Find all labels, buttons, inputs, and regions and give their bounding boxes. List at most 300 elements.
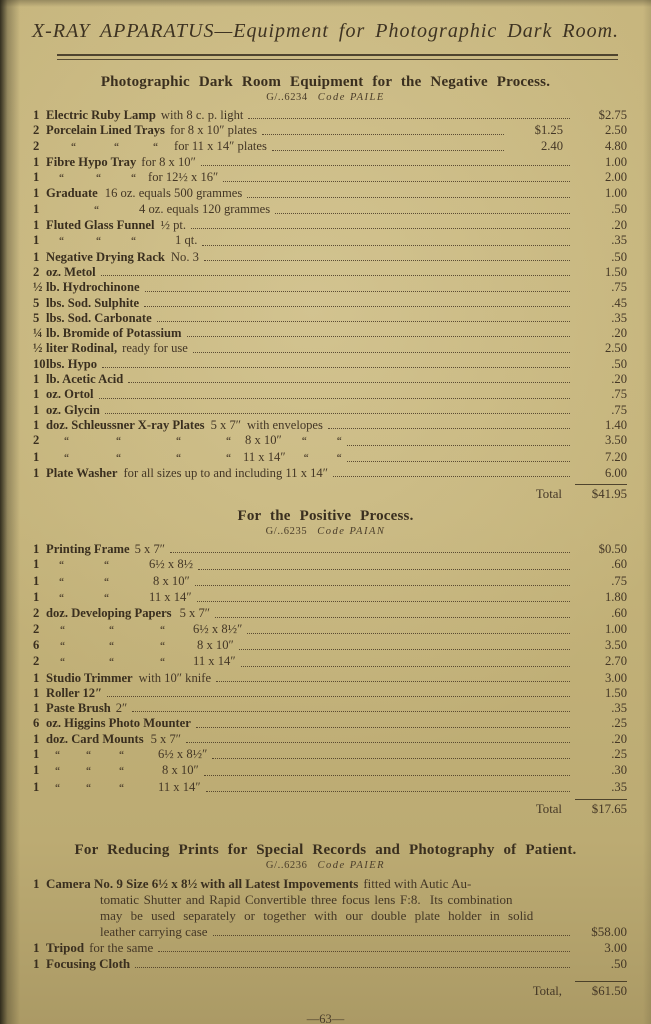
item-qty: 1 (33, 763, 40, 778)
section-code (0, 92, 651, 104)
item-row (0, 250, 651, 265)
item-qty: 1 (33, 417, 40, 432)
item-row (0, 155, 651, 170)
item-row (0, 606, 651, 621)
ditto-mark: “ (176, 436, 181, 448)
dot-leader (145, 291, 570, 292)
total-value: $61.50 (575, 981, 627, 999)
dot-leader (193, 352, 570, 353)
item-row (0, 622, 651, 638)
item-text: 2″ (115, 701, 128, 716)
item-text: 11 x 14″ (158, 779, 201, 794)
item-text: oz. Higgins Photo Mounter (46, 716, 191, 731)
dot-leader (275, 213, 570, 214)
item-price: .60 (611, 557, 627, 572)
item-text: oz. Metol (46, 264, 96, 279)
item-qty: 1 (33, 542, 40, 557)
ditto-mark: “ (226, 436, 231, 448)
ditto-mark: “ (55, 782, 60, 794)
ditto-mark: “ (59, 236, 64, 248)
item-text: Fibre Hypo Tray (46, 154, 137, 169)
item-qty: 6 (33, 716, 40, 731)
item-row (0, 418, 651, 433)
item-row (0, 701, 651, 716)
section-heading: For the Positive Process. (237, 508, 414, 525)
ditto-mark: “ (119, 749, 124, 761)
dot-leader (328, 428, 570, 429)
section-code (0, 860, 651, 872)
ditto-mark: “ (59, 593, 64, 605)
item-text: 8 x 10″ (197, 637, 234, 652)
item-text: lbs. Sod. Sulphite (46, 295, 140, 310)
dot-leader (198, 569, 570, 570)
item-text: 6½ x 8½″ (193, 621, 243, 636)
item-row (0, 265, 651, 280)
item-qty: 1 (33, 731, 40, 746)
item-row (0, 940, 651, 956)
paper-edge-right (643, 0, 651, 1024)
item-qty: 1 (33, 372, 40, 387)
sections-container (0, 73, 651, 1001)
item-qty: 1 (33, 249, 40, 264)
item-qty: 1 (33, 402, 40, 417)
item-text: oz. Glycin (46, 402, 100, 417)
item-text: 8 x 10″ (245, 433, 282, 448)
item-row (0, 686, 651, 701)
dot-leader (347, 445, 570, 446)
item-text: 5 x 7″ (150, 731, 182, 746)
item-row (0, 202, 651, 218)
item-text: 11 x 14″ (193, 654, 236, 669)
item-qty: ½ (33, 280, 43, 295)
paper-edge-top (0, 0, 651, 7)
ditto-mark: “ (226, 452, 231, 464)
item-row (0, 372, 651, 387)
item-price: .50 (610, 956, 627, 972)
item-row (0, 876, 651, 892)
item-price: 3.50 (604, 433, 627, 448)
ditto-mark: “ (116, 436, 121, 448)
dot-leader (216, 681, 570, 682)
item-text: 5 x 7″ (134, 542, 166, 557)
item-text: Fluted Glass Funnel (46, 218, 155, 233)
unit-price: $1.25 (534, 123, 563, 138)
ditto-mark: “ (64, 452, 69, 464)
dot-leader (107, 696, 570, 697)
item-row (0, 170, 651, 186)
item-price: 4.80 (604, 138, 627, 153)
item-text: Roller 12″ (46, 685, 103, 700)
ditto-mark: “ (71, 141, 76, 153)
item-text: doz. Developing Papers (46, 606, 172, 621)
item-qty: 2 (33, 606, 40, 621)
item-text: Plate Washer (46, 465, 118, 480)
item-price: 1.80 (604, 590, 627, 605)
item-price: 3.50 (604, 637, 627, 652)
item-row (0, 671, 651, 686)
item-qty: 1 (33, 218, 40, 233)
item-text: 8 x 10″ (162, 763, 199, 778)
item-text: 5 x 7″ (179, 606, 211, 621)
total-row (0, 799, 651, 819)
item-row (0, 924, 651, 940)
ditto-mark: “ (104, 576, 109, 588)
section (0, 73, 651, 504)
item-price: 1.50 (604, 264, 627, 279)
item-text: fitted with Autic Au- (363, 875, 472, 891)
item-row (0, 296, 651, 311)
item-row (0, 732, 651, 747)
item-row (0, 357, 651, 372)
dot-leader (101, 275, 570, 276)
item-text: tomatic Shutter and Rapid Convertible three focus lens F:8. Its combination (100, 891, 513, 907)
item-price: .45 (611, 295, 627, 310)
item-qty: 1 (33, 590, 40, 605)
item-text: 6½ x 8½ (149, 557, 194, 572)
item-qty: 2 (33, 433, 40, 448)
ditto-mark: “ (55, 766, 60, 778)
item-text: doz. Card Mounts (46, 731, 144, 746)
item-row (0, 218, 651, 233)
telegraph-code: Code PAILE (317, 92, 385, 103)
item-row (0, 654, 651, 670)
item-text: lbs. Hypo (46, 356, 98, 371)
ditto-mark: “ (55, 749, 60, 761)
dot-leader (262, 134, 504, 135)
ditto-mark: “ (176, 452, 181, 464)
dot-leader (157, 321, 570, 322)
item-price: .20 (611, 326, 627, 341)
total-label: Total (535, 801, 562, 816)
section-heading: Photographic Dark Room Equipment for the Negative Process. (100, 74, 551, 90)
item-price: 2.50 (604, 341, 627, 356)
item-qty: 1 (33, 387, 40, 402)
ditto-mark: “ (60, 624, 65, 636)
dot-leader (132, 711, 570, 712)
item-row (0, 638, 651, 654)
item-price: 3.00 (604, 670, 627, 685)
item-price: .20 (611, 372, 627, 387)
item-price: 1.50 (604, 685, 627, 700)
item-qty: 1 (33, 201, 40, 216)
item-text: 11 x 14″ (243, 449, 286, 464)
item-price: .50 (611, 356, 627, 371)
item-row (0, 747, 651, 763)
section-code (0, 526, 651, 538)
item-row (0, 956, 651, 972)
item-price: $2.75 (598, 108, 627, 122)
item-qty: 1 (33, 746, 40, 761)
item-qty: 1 (33, 956, 40, 972)
item-qty: 2 (33, 654, 40, 669)
item-qty: 2 (33, 138, 40, 153)
item-text: for all sizes up to and including 11 x 14″ (123, 465, 328, 480)
item-qty: 1 (33, 685, 40, 700)
item-text: lb. Hydrochinone (46, 280, 140, 295)
dot-leader (239, 649, 570, 650)
item-qty: 1 (33, 701, 40, 716)
total-row (0, 484, 651, 504)
dot-leader (248, 118, 570, 119)
total-value: $41.95 (575, 484, 627, 502)
ditto-mark: “ (59, 576, 64, 588)
item-price: .35 (611, 701, 627, 716)
dot-leader (105, 413, 570, 414)
total-value: $17.65 (575, 799, 627, 817)
item-qty: ¼ (33, 326, 43, 341)
dot-leader (102, 367, 570, 368)
item-price: .75 (611, 402, 627, 417)
item-qty: 1 (33, 670, 40, 685)
item-text: 16 oz. equals 500 grammes (104, 186, 243, 201)
ditto-mark: “ (301, 436, 307, 448)
item-qty: 1 (33, 940, 40, 956)
ditto-mark: “ (96, 236, 101, 248)
dot-leader (128, 382, 570, 383)
catalog-number: G/..6235 (265, 526, 308, 538)
dot-leader (206, 791, 570, 792)
ditto-mark: “ (336, 452, 342, 464)
item-row (0, 716, 651, 731)
item-row (0, 403, 651, 418)
total-row (0, 981, 651, 1001)
item-price: .50 (611, 201, 627, 216)
item-qty: 1 (33, 573, 40, 588)
item-row (0, 387, 651, 402)
ditto-mark: “ (94, 204, 99, 216)
item-price: .50 (611, 249, 627, 264)
item-text: for 11 x 14″ plates (174, 138, 267, 153)
dot-leader (144, 306, 570, 307)
section (0, 841, 651, 1002)
ditto-mark: “ (86, 749, 91, 761)
item-price: .25 (611, 746, 627, 761)
item-text: leather carrying case (100, 924, 208, 940)
item-row (0, 908, 651, 924)
item-row (0, 108, 651, 123)
telegraph-code: Code PAIER (317, 859, 386, 871)
item-qty: 6 (33, 637, 40, 652)
item-price: 1.00 (604, 154, 627, 169)
ditto-mark: “ (59, 560, 64, 572)
item-text: Printing Frame (46, 542, 130, 557)
item-text: 5 x 7″ (210, 417, 242, 432)
ditto-mark: “ (336, 436, 342, 448)
item-row (0, 590, 651, 606)
item-qty: 10 (33, 356, 46, 371)
ditto-mark: “ (114, 141, 119, 153)
item-text: Camera No. 9 Size 6½ x 8½ with all Latest Impovements (46, 875, 359, 891)
ditto-mark: “ (160, 657, 165, 669)
item-text: for 8 x 10″ (141, 154, 196, 169)
item-text: with 8 c. p. light (160, 108, 244, 122)
item-price: 1.00 (604, 186, 627, 201)
item-text: may be used separately or together with our double plate holder in solid (100, 908, 534, 924)
item-text: lb. Bromide of Potassium (46, 326, 182, 341)
ditto-mark: “ (104, 593, 109, 605)
item-row (0, 574, 651, 590)
item-qty: 1 (33, 779, 40, 794)
dot-leader (202, 245, 570, 246)
item-row (0, 557, 651, 573)
item-row (0, 139, 651, 155)
item-text: Electric Ruby Lamp (46, 108, 156, 122)
item-row (0, 186, 651, 201)
dot-leader (247, 197, 570, 198)
ditto-mark: “ (160, 624, 165, 636)
item-qty: 1 (33, 557, 40, 572)
item-text: Negative Drying Rack (46, 249, 165, 264)
item-row (0, 542, 651, 557)
item-qty: 1 (33, 108, 40, 122)
item-text: ready for use (122, 341, 188, 356)
ditto-mark: “ (60, 657, 65, 669)
item-text: Graduate (46, 186, 98, 201)
unit-price: 2.40 (540, 138, 563, 153)
ditto-mark: “ (86, 766, 91, 778)
item-price: .20 (611, 731, 627, 746)
item-text: oz. Ortol (46, 387, 94, 402)
ditto-mark: “ (86, 782, 91, 794)
item-price: 1.40 (604, 417, 627, 432)
section (0, 507, 651, 819)
item-row (0, 433, 651, 449)
item-text: Studio Trimmer (46, 670, 133, 685)
item-qty: 1 (33, 154, 40, 169)
item-price: .35 (611, 233, 627, 248)
item-text: ½ pt. (160, 218, 187, 233)
item-price: 2.70 (604, 654, 627, 669)
dot-leader (347, 461, 570, 462)
dot-leader (186, 742, 570, 743)
ditto-mark: “ (153, 141, 158, 153)
item-price: .35 (611, 310, 627, 325)
item-row (0, 326, 651, 341)
ditto-mark: “ (59, 173, 64, 185)
item-text: 11 x 14″ (149, 590, 192, 605)
item-text: lb. Acetic Acid (46, 372, 124, 387)
item-row (0, 450, 651, 466)
dot-leader (201, 165, 570, 166)
item-text: Tripod (46, 940, 85, 956)
ditto-mark: “ (160, 640, 165, 652)
item-row (0, 123, 651, 138)
dot-leader (187, 336, 570, 337)
item-price: .20 (611, 218, 627, 233)
ditto-mark: “ (131, 236, 136, 248)
catalog-number: G/..6234 (266, 92, 308, 103)
item-qty: 1 (33, 233, 40, 248)
dot-leader (196, 727, 570, 728)
item-qty: 1 (33, 186, 40, 201)
item-price: $0.50 (598, 542, 627, 557)
item-text: 4 oz. equals 120 grammes (139, 201, 271, 216)
item-text: for 12½ x 16″ (148, 170, 219, 185)
item-price: .75 (611, 387, 627, 402)
dot-leader (213, 935, 570, 936)
item-row (0, 311, 651, 326)
dot-leader (204, 775, 570, 776)
dot-leader (170, 552, 570, 553)
item-price: 6.00 (604, 465, 627, 480)
page-number: —63— (306, 1012, 345, 1024)
item-text: Focusing Cloth (46, 956, 131, 972)
item-text: for the same (89, 940, 154, 956)
item-qty: 5 (33, 310, 40, 325)
ditto-mark: “ (64, 436, 69, 448)
item-qty: 1 (33, 449, 40, 464)
item-price: .60 (611, 606, 627, 621)
dot-leader (212, 758, 570, 759)
ditto-mark: “ (303, 452, 309, 464)
item-text: Paste Brush (46, 701, 111, 716)
item-price: 1.00 (604, 621, 627, 636)
ditto-mark: “ (116, 452, 121, 464)
dot-leader (135, 967, 570, 968)
dot-leader (204, 260, 570, 261)
ditto-mark: “ (96, 173, 101, 185)
dot-leader (195, 585, 570, 586)
item-price: $58.00 (591, 924, 627, 940)
item-text: for 8 x 10″ plates (169, 123, 258, 138)
item-text: No. 3 (170, 249, 199, 264)
item-price: .35 (611, 779, 627, 794)
dot-leader (247, 633, 570, 634)
dot-leader (215, 617, 570, 618)
item-price: 2.50 (604, 123, 627, 138)
section-heading: For Reducing Prints for Special Records and Photography of Patient. (74, 841, 577, 858)
ditto-mark: “ (131, 173, 136, 185)
item-qty: 1 (33, 875, 40, 891)
item-qty: 2 (33, 123, 40, 138)
item-text: 1 qt. (175, 233, 198, 248)
dot-leader (197, 601, 570, 602)
item-qty: ½ (33, 341, 43, 356)
item-row (0, 233, 651, 249)
ditto-mark: “ (109, 657, 114, 669)
item-row (0, 280, 651, 295)
telegraph-code: Code PAIAN (317, 526, 386, 538)
item-price: .30 (611, 763, 627, 778)
dot-leader (99, 398, 570, 399)
item-text: 6½ x 8½″ (158, 746, 208, 761)
item-row (0, 780, 651, 796)
item-text: 8 x 10″ (153, 573, 190, 588)
item-row (0, 763, 651, 779)
item-qty: 1 (33, 170, 40, 185)
ditto-mark: “ (119, 766, 124, 778)
item-text: liter Rodinal, (46, 341, 118, 356)
dot-leader (241, 666, 570, 667)
item-text: Porcelain Lined Trays (46, 123, 165, 138)
item-text: doz. Schleussner X-ray Plates (46, 417, 205, 432)
item-price: .75 (611, 573, 627, 588)
dot-leader (333, 476, 570, 477)
item-price: .25 (611, 716, 627, 731)
item-row (0, 466, 651, 481)
item-price: 2.00 (604, 170, 627, 185)
total-label: Total (535, 487, 562, 502)
item-text: with envelopes (247, 417, 323, 432)
item-text: lbs. Sod. Carbonate (46, 310, 152, 325)
dot-leader (191, 228, 570, 229)
page-title: X-RAY APPARATUS—Equipment for Photographic Dark Room. (31, 20, 620, 42)
ditto-mark: “ (60, 640, 65, 652)
item-price: 7.20 (604, 449, 627, 464)
item-qty: 1 (33, 465, 40, 480)
ditto-mark: “ (104, 560, 109, 572)
item-qty: 2 (33, 621, 40, 636)
